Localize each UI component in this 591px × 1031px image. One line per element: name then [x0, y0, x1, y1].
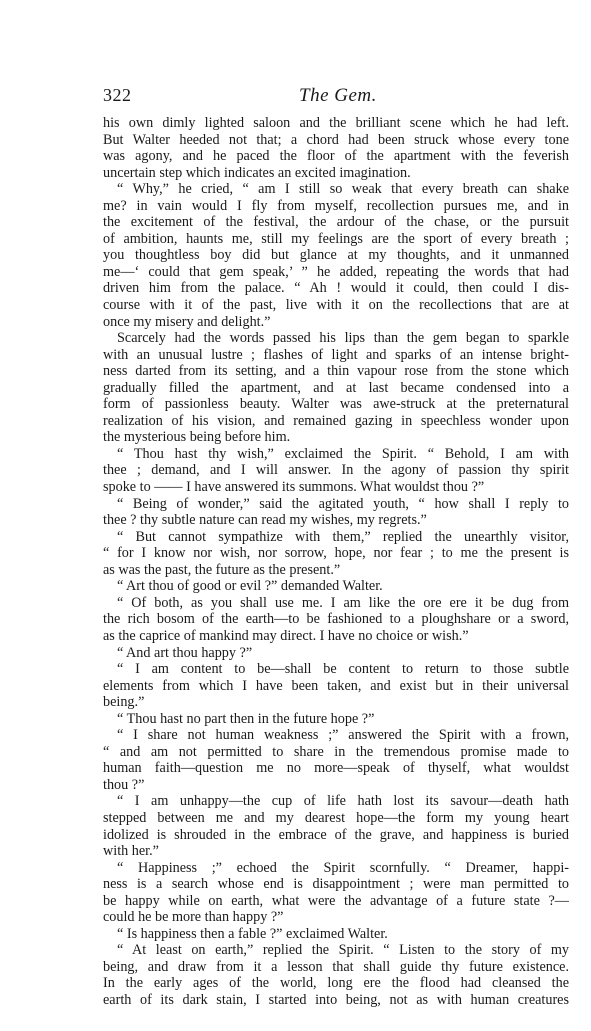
text-line: Scarcely had the words passed his lips than the gem began to sparkle [117, 330, 569, 347]
text-line: “ But cannot sympathize with them,” replied the unearthly visitor, [117, 528, 569, 545]
text-line: “ Is happiness then a fable ?” exclaimed Walter. [117, 925, 388, 942]
text-line: elements from which I have been taken, and exist but in their universal [103, 677, 569, 694]
text-line: thee ; demand, and I will answer. In the agony of passion thy spirit [103, 462, 569, 479]
text-line: In the early ages of the world, long ere the flood had cleansed the [103, 975, 569, 992]
text-line: “ Being of wonder,” said the agitated youth, “ how shall I reply to [117, 495, 569, 512]
text-line: “ Thou hast thy wish,” exclaimed the Spirit. “ Behold, I am with [117, 445, 569, 462]
text-line: “ and am not permitted to share in the tremendous promise made to [103, 743, 569, 760]
text-line: the rich bosom of the earth—to be fashioned to a ploughshare or a sword, [103, 611, 569, 628]
text-line: of ambition, haunts me, still my feelings are the sport of every breath ; [103, 230, 569, 247]
text-line: realization of his vision, and remained gazing in speechless wonder upon [103, 412, 569, 429]
text-line: thee ? thy subtle nature can read my wishes, my regrets.” [103, 512, 427, 529]
text-line: once my misery and delight.” [103, 313, 271, 330]
page-number: 322 [103, 85, 132, 105]
body-text [103, 115, 569, 1009]
text-line: idolized is shrouded in the embrace of the grave, and happiness is buried [103, 826, 569, 843]
text-line: ness darted from its setting, and a thin vapour rose from the stone which [103, 363, 569, 380]
text-line: “ I am unhappy—the cup of life hath lost its savour—death hath [117, 793, 569, 810]
text-line: ness is a search whose end is disappointment ; were man permitted to [103, 876, 569, 893]
page-header [103, 85, 569, 109]
text-line: the mysterious being before him. [103, 429, 291, 446]
text-line: spoke to —— I have answered its summons. What wouldst thou ?” [103, 479, 485, 496]
text-line: But Walter heeded not that; a chord had been struck whose every tone [103, 131, 569, 148]
text-line: “ Of both, as you shall use me. I am like the ore ere it be dug from [117, 594, 569, 611]
text-line: the excitement of the festival, the ardour of the chase, or the pursuit [103, 214, 569, 231]
text-line: course with it of the past, live with it on the recollections that are at [103, 297, 569, 314]
text-line: his own dimly lighted saloon and the brilliant scene which he had left. [103, 115, 569, 131]
text-line: me—‘ could that gem speak,’ ” he added, repeating the words that had [103, 263, 569, 280]
text-line: human faith—question me no more—speak of thyself, what wouldst [103, 760, 569, 777]
text-line: earth of its dark stain, I started into being, not as with human creatures [103, 991, 569, 1008]
text-line: “ I share not human weakness ;” answered the Spirit with a frown, [117, 727, 569, 744]
text-line: gradually filled the apartment, and at last became condensed into a [103, 379, 569, 396]
text-line: with an unusual lustre ; flashes of light and sparks of an intense bright- [103, 346, 569, 363]
text-line: form of passionless beauty. Walter was awe-struck at the preternatural [103, 396, 569, 413]
text-line: “ Why,” he cried, “ am I still so weak that every breath can shake [117, 181, 569, 198]
text-line: uncertain step which indicates an excited imagination. [103, 164, 411, 181]
text-line: me? in vain would I fly from myself, recollection pursues me, and in [103, 197, 569, 214]
text-line: as was the past, the future as the present.” [103, 561, 341, 578]
running-title: The Gem. [299, 85, 377, 106]
text-line: could he be more than happy ?” [103, 909, 284, 926]
text-line: “ for I know nor wish, nor sorrow, hope, nor fear ; to me the present is [103, 545, 569, 562]
text-line: “ Art thou of good or evil ?” demanded Walter. [117, 578, 383, 595]
text-line: thou ?” [103, 776, 145, 793]
text-line: stepped between me and my dearest hope—the form my young heart [103, 809, 569, 826]
text-line: you thoughtless boy did but glance at my thoughts, and it unmanned [103, 247, 569, 264]
text-line: being, and draw from it a lesson that shall guide thy future existence. [103, 958, 569, 975]
text-line: “ Thou hast no part then in the future hope ?” [117, 710, 375, 727]
text-line: being.” [103, 694, 145, 711]
text-line: driven him from the palace. “ Ah ! would it could, then could I dis- [103, 280, 569, 297]
text-line: “ At least on earth,” replied the Spirit. “ Listen to the story of my [117, 942, 569, 959]
text-line: “ I am content to be—shall be content to return to those subtle [117, 661, 569, 678]
text-line: “ And art thou happy ?” [117, 644, 253, 661]
text-line: was agony, and he paced the floor of the apartment with the feverish [103, 148, 569, 165]
text-line: with her.” [103, 843, 159, 860]
text-line: as the caprice of mankind may direct. I have no choice or wish.” [103, 627, 469, 644]
text-line: be happy while on earth, what were the advantage of a future state ?— [103, 892, 569, 909]
text-line: “ Happiness ;” echoed the Spirit scornfully. “ Dreamer, happi- [117, 859, 569, 876]
